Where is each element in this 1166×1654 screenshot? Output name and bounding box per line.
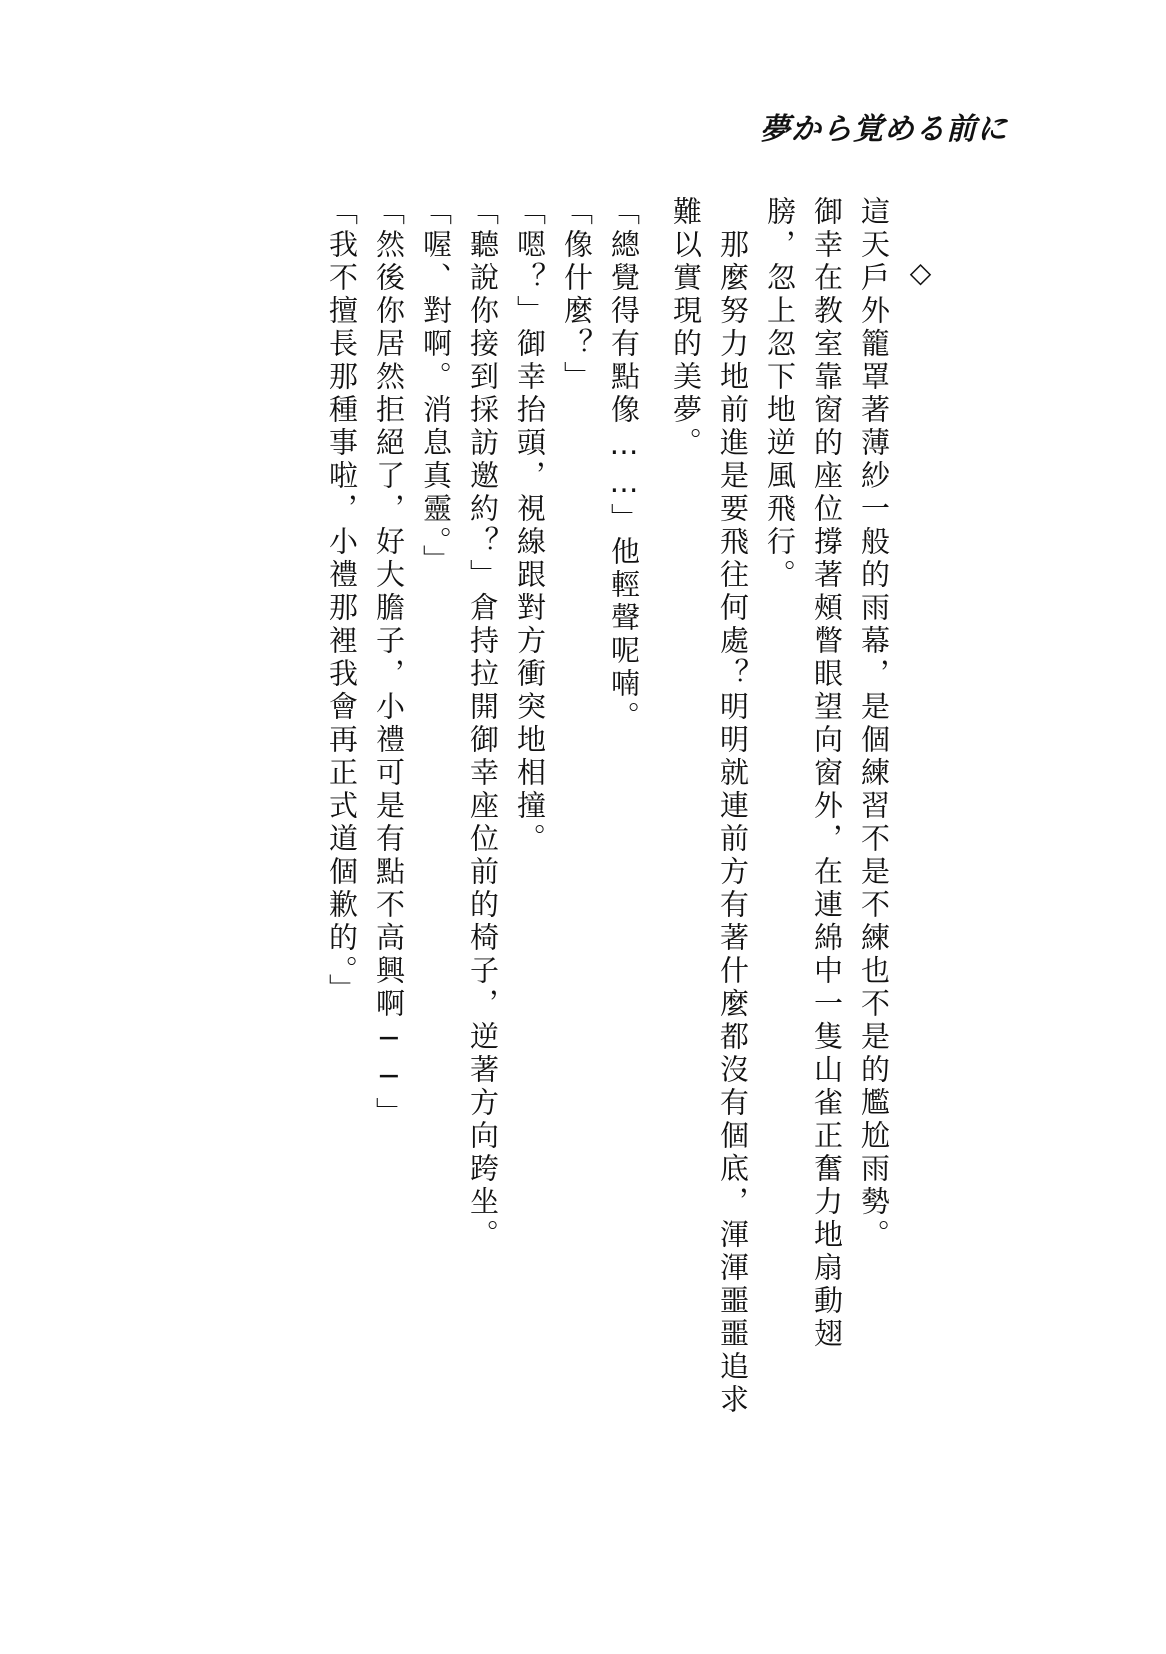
paragraph: 這天戶外籠罩著薄紗一般的雨幕，是個練習不是不練也不是的尷尬雨勢。 [857, 196, 891, 1252]
dialogue-line: 「總覺得有點像……」他輕聲呢喃。 [607, 196, 641, 734]
dialogue-line: 「嗯？」御幸抬頭，視線跟對方衝突地相撞。 [513, 196, 547, 856]
dialogue-line: 「聽說你接到採訪邀約？」倉持拉開御幸座位前的椅子，逆著方向跨坐。 [466, 196, 500, 1252]
scene-break-mark: ◇ [904, 256, 937, 293]
paragraph: 那麼努力地前進是要飛往何處？明明就連前方有著什麼都沒有個底，渾渾噩噩追求 [716, 196, 750, 1417]
dialogue-line: 「像什麼？」 [560, 196, 594, 394]
paragraph: 難以實現的美夢。 [669, 196, 703, 460]
dialogue-line: 「喔、對啊。消息真靈。」 [419, 196, 453, 578]
vertical-body-text [318, 196, 944, 1417]
page-header-title: 夢から覚める前に [760, 112, 1008, 147]
paragraph: 御幸在教室靠窗的座位撐著頰瞥眼望向窗外，在連綿中一隻山雀正奮力地扇動翅 [810, 196, 844, 1351]
dialogue-line: 「我不擅長那種事啦，小禮那裡我會再正式道個歉的。」 [325, 196, 359, 1007]
dialogue-line: 「然後你居然拒絕了，好大膽子，小禮可是有點不高興啊──」 [372, 196, 406, 1130]
paragraph: 膀，忽上忽下地逆風飛行。 [763, 196, 797, 592]
